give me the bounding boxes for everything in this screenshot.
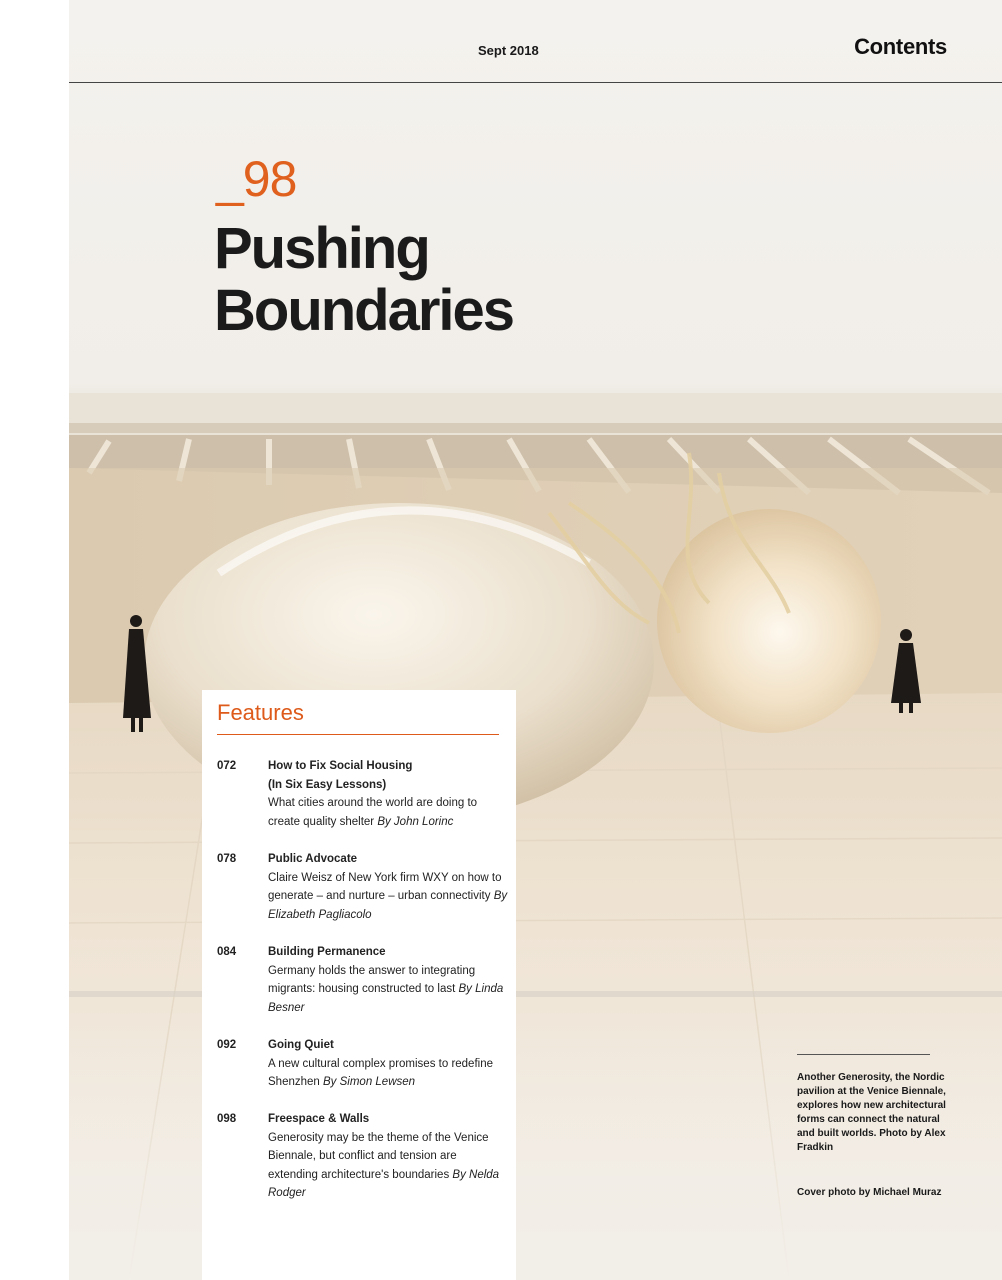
feature-author: By Elizabeth Pagliacolo <box>268 890 508 921</box>
magazine-page <box>69 0 1002 1280</box>
feature-title: Going Quiet <box>268 1039 334 1051</box>
feature-author: By John Lorinc <box>377 815 454 828</box>
page-number: 098 <box>217 1113 237 1125</box>
feature-description: Claire Weisz of New York firm WXY on how to generate – and nurture – urban connectivity <box>268 871 502 902</box>
feature-title: Public Advocate <box>268 853 358 865</box>
feature-description: What cities around the world are doing to create quality shelter <box>268 797 478 828</box>
caption-divider <box>797 1054 930 1055</box>
photo-caption: Another Generosity, the Nordic pavilion at the Venice Biennale, explores how new architectural forms can connect the natural and built worlds. Photo by Alex Fradkin <box>797 1072 946 1153</box>
cover-credit: Cover photo by Michael Muraz <box>797 1187 942 1198</box>
section-title: Contents <box>854 34 947 59</box>
page-number: 092 <box>217 1039 237 1051</box>
page-title <box>214 218 513 342</box>
page-number: 072 <box>217 760 237 772</box>
features-divider <box>217 734 499 735</box>
feature-description: A new cultural complex promises to redefine Shenzhen <box>268 1057 493 1088</box>
feature-title: Building Permanence <box>268 946 386 958</box>
header-divider <box>69 82 1002 83</box>
feature-title: How to Fix Social Housing <box>268 760 413 772</box>
features-panel <box>202 690 516 1280</box>
page-number: 084 <box>217 946 237 958</box>
feature-description: Generosity may be the theme of the Venice Biennale, but conflict and tension are extending architecture's boundaries <box>268 1131 489 1181</box>
title-line-2: Boundaries <box>214 278 514 343</box>
issue-number: _98 <box>216 151 297 207</box>
feature-description: Germany holds the answer to integrating migrants: housing constructed to last <box>268 964 476 995</box>
feature-title-line-2: (In Six Easy Lessons) <box>268 778 387 791</box>
feature-author: By Simon Lewsen <box>323 1076 416 1088</box>
features-heading: Features <box>217 700 304 725</box>
feature-title: Freespace & Walls <box>268 1113 370 1125</box>
feature-author: By Nelda Rodger <box>268 1168 500 1199</box>
feature-author: By Linda Besner <box>268 983 504 1014</box>
issue-date: Sept 2018 <box>478 43 539 58</box>
page-number: 078 <box>217 853 237 865</box>
title-line-1: Pushing <box>214 216 429 281</box>
